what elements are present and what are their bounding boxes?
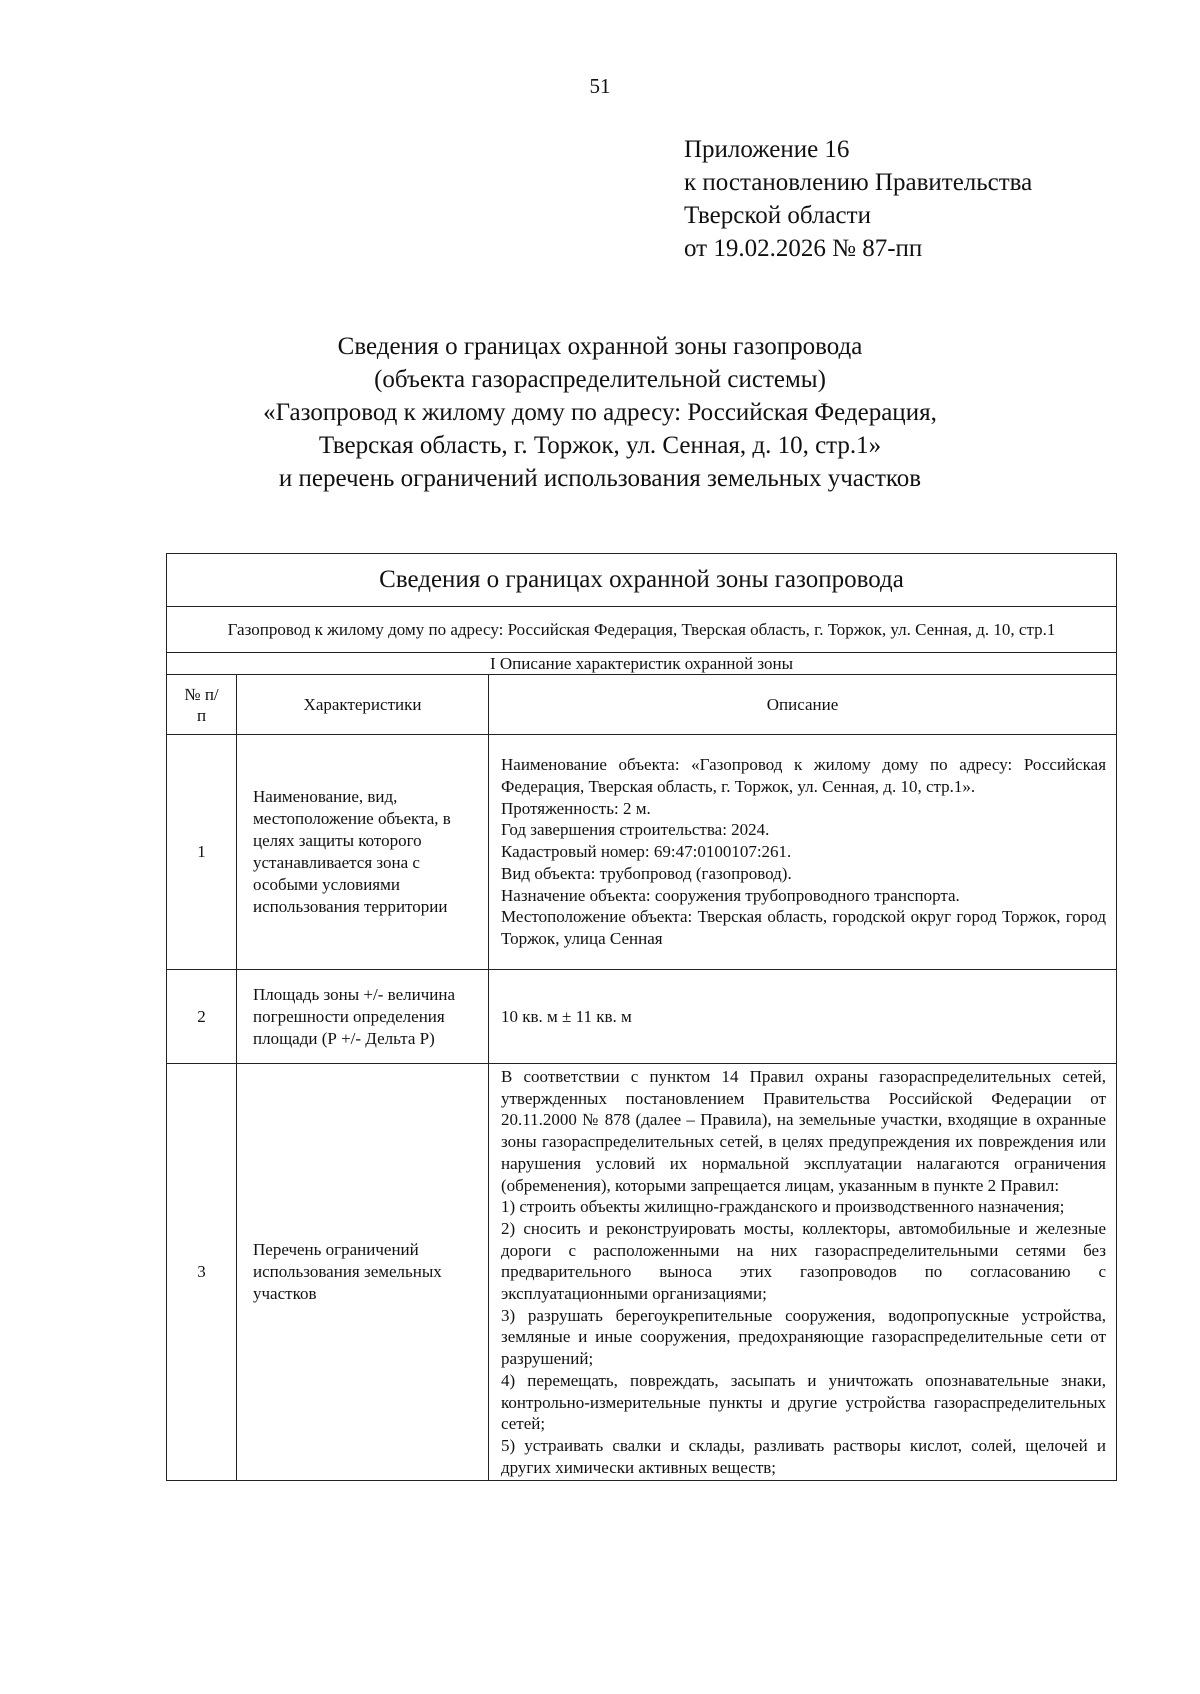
- row-description: [489, 1064, 1117, 1481]
- table-row: [167, 735, 1117, 970]
- description-paragraph: В соответствии с пунктом 14 Правил охраны газораспределительных сетей, утвержденных постановлением Правительства Российской Федерации от 20.11.2000 № 878 (далее – Правила), на земельные участки, входящие в охранные зоны газораспределительных сетей, в целях предупреждения их повреждения или нарушения условий их нормальной эксплуатации налагаются ограничения (обременения), которыми запрещается лицам, указанным в пункте 2 Правил:: [501, 1067, 1107, 1195]
- row-characteristic: Перечень ограничений использования земельных участков: [237, 1064, 489, 1481]
- column-header-num: [167, 675, 237, 735]
- description-paragraph: 5) устраивать свалки и склады, разливать растворы кислот, солей, щелочей и других химически активных веществ;: [501, 1435, 1107, 1477]
- appendix-line: к постановлению Правительства: [684, 169, 1033, 196]
- description-paragraph: Кадастровый номер: 69:47:0100107:261.: [501, 842, 792, 862]
- description-paragraph: 3) разрушать берегоукрепительные сооружения, водопропускные устройства, земляные и иные сооружения, предохраняющие газораспределительные сети от разрушений;: [501, 1305, 1107, 1369]
- row-number: 3: [167, 1064, 237, 1481]
- page-number: 51: [589, 74, 611, 98]
- description-paragraph: 4) перемещать, повреждать, засыпать и уничтожать опознавательные знаки, контрольно-измерительные пункты и другие устройства газораспределительных сетей;: [501, 1370, 1107, 1434]
- description-paragraph: 10 кв. м ± 11 кв. м: [501, 1006, 632, 1026]
- table-row: [167, 970, 1117, 1064]
- description-paragraph: 2) сносить и реконструировать мосты, коллекторы, автомобильные и железные дороги с расположенными на них газораспределительными сетями без предварительного выноса этих газопроводов по согласованию с эксплуатационными организациями;: [501, 1218, 1107, 1304]
- description-paragraph: Наименование объекта: «Газопровод к жилому дому по адресу: Российская Федерация, Тверская область, г. Торжок, ул. Сенная, д. 10, стр.1».: [501, 755, 1107, 797]
- column-header-description: Описание: [489, 675, 1117, 735]
- appendix-block: [684, 133, 1032, 265]
- description-paragraph: Протяженность: 2 м.: [501, 798, 651, 818]
- column-header-characteristics: Характеристики: [237, 675, 489, 735]
- document-title: [0, 330, 1200, 495]
- column-header-num-text: № п/п: [184, 684, 219, 725]
- description-paragraph: Местоположение объекта: Тверская область, городской округ город Торжок, город Торжок, улица Сенная: [501, 907, 1107, 948]
- table-row: [167, 1064, 1117, 1481]
- description-paragraph: Год завершения строительства: 2024.: [501, 820, 770, 840]
- appendix-line: от 19.02.2026 № 87-пп: [684, 235, 923, 262]
- row-characteristic: Наименование, вид, местоположение объекта, в целях защиты которого устанавливается зона с особыми условиями использования территории: [237, 735, 489, 970]
- description-paragraph: Назначение объекта: сооружения трубопроводного транспорта.: [501, 885, 960, 905]
- table-heading: Сведения о границах охранной зоны газопровода: [167, 554, 1117, 607]
- table-object-name: Газопровод к жилому дому по адресу: Российская Федерация, Тверская область, г. Торжок, ул. Сенная, д. 10, стр.1: [167, 607, 1117, 653]
- description-paragraph: Вид объекта: трубопровод (газопровод).: [501, 863, 792, 883]
- description-paragraph: 1) строить объекты жилищно-гражданского и производственного назначения;: [501, 1197, 1065, 1217]
- title-line: Тверская область, г. Торжок, ул. Сенная, д. 10, стр.1»: [318, 432, 882, 459]
- appendix-line: Приложение 16: [684, 136, 850, 163]
- appendix-line: Тверской области: [684, 202, 871, 229]
- row-description: [489, 735, 1117, 970]
- row-number: 2: [167, 970, 237, 1064]
- title-line: Сведения о границах охранной зоны газопровода: [337, 333, 863, 360]
- title-line: (объекта газораспределительной системы): [374, 366, 826, 393]
- table-section-title: I Описание характеристик охранной зоны: [167, 653, 1117, 675]
- row-description: [489, 970, 1117, 1064]
- title-line: «Газопровод к жилому дому по адресу: Российская Федерация,: [263, 399, 937, 426]
- row-number: 1: [167, 735, 237, 970]
- zone-table: [166, 553, 1117, 1481]
- title-line: и перечень ограничений использования земельных участков: [278, 465, 922, 492]
- row-characteristic: Площадь зоны +/- величина погрешности определения площади (Р +/- Дельта Р): [237, 970, 489, 1064]
